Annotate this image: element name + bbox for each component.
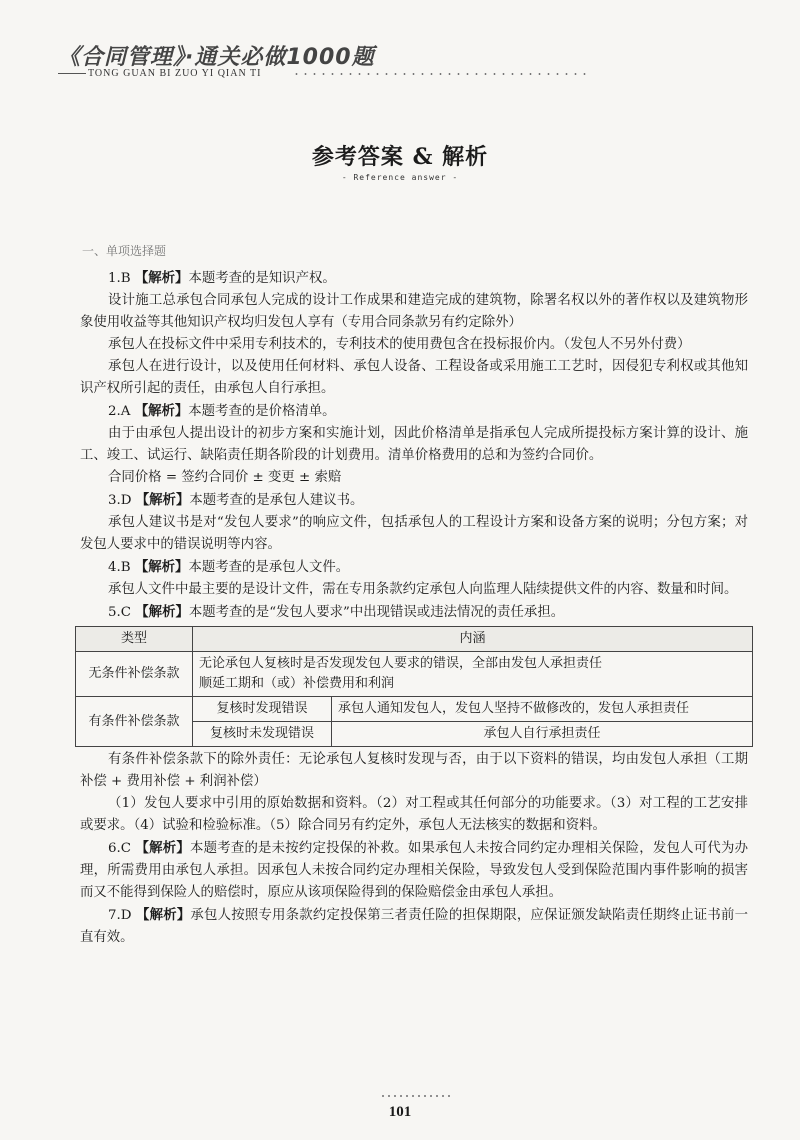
page-subtitle: - Reference answer - <box>341 173 459 182</box>
answer-label: 2.A <box>108 404 131 419</box>
book-title: 《合同管理》·通关必做1000题 <box>58 45 375 70</box>
header-dots <box>292 72 592 76</box>
answer-label: 3.D <box>108 493 132 508</box>
analysis-tag: 【解析】 <box>135 492 190 508</box>
answer-intro: 本题考查的是价格清单。 <box>188 404 336 419</box>
answer-text: 本题考查的是未按约定投保的补救。如果承包人未按合同约定办理相关保险，发包人可代为办理，所需费用由承包人承担。因承包人未按合同约定办理相关保险，导致发包人受到保险范围内事件影响的损害而又不能得到保险人的赔偿时，原应从该项保险得到的保险赔偿金由承包人承担。 <box>80 841 748 900</box>
table-cell-subtype: 复核时未发现错误 <box>193 722 332 747</box>
answer-intro: 本题考查的是“发包人要求”中出现错误或违法情况的责任承担。 <box>188 605 565 620</box>
table-cell-content: 承包人自行承担责任 <box>332 722 753 747</box>
table-header-row <box>76 627 753 652</box>
answer-6 <box>80 837 748 904</box>
table-cell-type: 无条件补偿条款 <box>76 652 193 697</box>
formula: 合同价格 = 签约合同价 ± 变更 ± 索赔 <box>108 470 342 485</box>
paragraph: 承包人建议书是对“发包人要求”的响应文件，包括承包人的工程设计方案和设备方案的说明；分包方案；对发包人要求中的错误说明等内容。 <box>80 515 748 552</box>
table-cell-line: 无论承包人复核时是否发现发包人要求的错误，全部由发包人承担责任 <box>199 656 603 671</box>
answer-2 <box>80 400 748 423</box>
analysis-tag: 【解析】 <box>135 840 190 856</box>
paragraph: 设计施工总承包合同承包人完成的设计工作成果和建造完成的建筑物，除署名权以外的著作权以及建筑物形象使用收益等其他知识产权均归发包人享有（专用合同条款另有约定除外） <box>80 293 748 330</box>
analysis-tag: 【解析】 <box>134 270 189 286</box>
answer-7 <box>80 904 748 949</box>
analysis-tag: 【解析】 <box>135 604 189 620</box>
responsibility-table <box>75 626 753 747</box>
table-cell-subtype: 复核时发现错误 <box>193 697 332 722</box>
analysis-tag: 【解析】 <box>134 559 189 575</box>
paragraph: 有条件补偿条款下的除外责任：无论承包人复核时发现与否，由于以下资料的错误，均由发包人承担（工期补偿 + 费用补偿 + 利润补偿） <box>80 752 748 789</box>
analysis-tag: 【解析】 <box>134 403 189 419</box>
analysis-tag: 【解析】 <box>136 907 191 923</box>
answer-intro: 本题考查的是知识产权。 <box>188 271 336 286</box>
answer-label: 7.D <box>108 908 132 923</box>
table-cell-type: 有条件补偿条款 <box>76 697 193 747</box>
paragraph: 由于由承包人提出设计的初步方案和实施计划，因此价格清单是指承包人完成所提投标方案计算的设计、施工、竣工、试运行、缺陷责任期各阶段的计划费用。清单价格费用的总和为签约合同价。 <box>80 426 748 463</box>
answer-label: 5.C <box>108 605 132 620</box>
answer-intro: 本题考查的是承包人建议书。 <box>189 493 364 508</box>
paragraph: （1）发包人要求中引用的原始数据和资料。（2）对工程或其任何部分的功能要求。（3）对工程的工艺安排或要求。（4）试验和检验标准。（5）除合同另有约定外，承包人无法核实的数据和资料。 <box>80 796 748 833</box>
answer-label: 4.B <box>108 560 131 575</box>
page-title: 参考答案 & 解析 <box>311 144 489 170</box>
answer-1 <box>80 267 748 290</box>
paragraph: 承包人在进行设计，以及使用任何材料、承包人设备、工程设备或采用施工工艺时，因侵犯专利权或其他知识产权所引起的责任，由承包人自行承担。 <box>80 359 748 396</box>
table-cell-content <box>193 652 753 697</box>
answer-3 <box>80 489 748 512</box>
answer-4 <box>80 556 748 579</box>
table-cell-line: 顺延工期和（或）补偿费用和利润 <box>199 676 395 691</box>
answer-body <box>80 267 748 949</box>
answer-label: 1.B <box>108 271 131 286</box>
section-heading: 一、单项选择题 <box>82 244 167 258</box>
answer-text: 承包人按照专用条款约定投保第三者责任险的担保期限，应保证颁发缺陷责任期终止证书前一直有效。 <box>80 908 749 945</box>
answer-5 <box>80 601 748 624</box>
footer-ornament <box>380 1093 452 1099</box>
table-row <box>76 697 753 722</box>
answer-intro: 本题考查的是承包人文件。 <box>188 560 350 575</box>
table-header-type: 类型 <box>76 627 193 652</box>
header-rule <box>58 73 86 74</box>
table-header-content: 内涵 <box>193 627 753 652</box>
table-row <box>76 652 753 697</box>
paragraph: 承包人文件中最主要的是设计文件，需在专用条款约定承包人向监理人陆续提供文件的内容、数量和时间。 <box>108 582 738 597</box>
table-cell-content: 承包人通知发包人，发包人坚持不做修改的，发包人承担责任 <box>332 697 753 722</box>
answer-label: 6.C <box>108 841 132 856</box>
book-pinyin: TONG GUAN BI ZUO YI QIAN TI <box>88 68 262 79</box>
page-number: 101 <box>388 1104 412 1120</box>
paragraph: 承包人在投标文件中采用专利技术的，专利技术的使用费包含在投标报价内。（发包人不另外付费） <box>108 337 691 352</box>
